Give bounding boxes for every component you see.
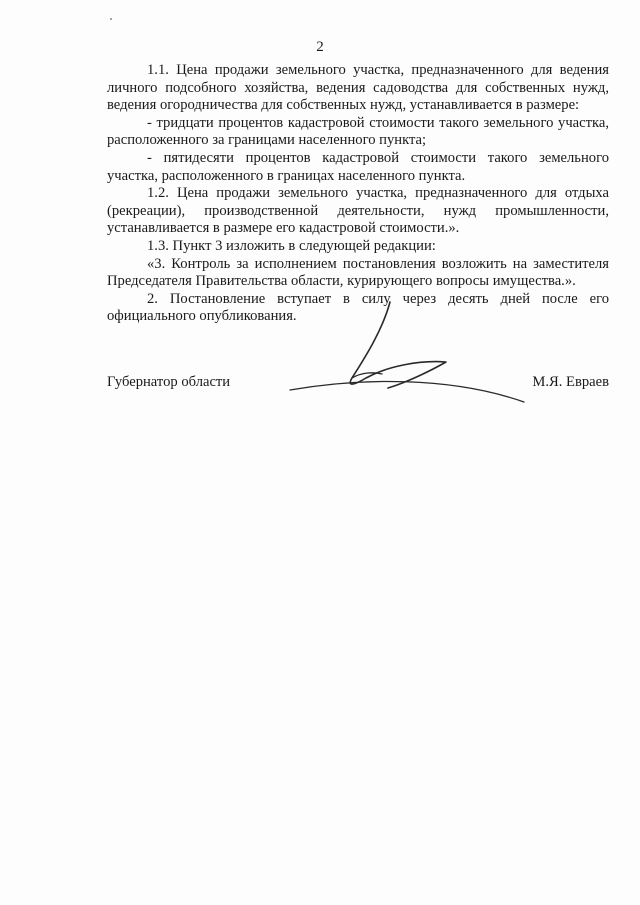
paragraph-1-3: 1.3. Пункт 3 изложить в следующей редакции: [147,237,436,254]
paragraph-list-item-2: - пятидесяти процентов кадастровой стоимости такого земельного участка, расположенного в границах населенного пункта. [107,149,609,184]
paragraph-list-item-1: - тридцати процентов кадастровой стоимости такого земельного участка, расположенного за границами населенного пункта; [107,114,609,149]
signature-row [107,374,609,394]
paragraph-point-3: «3. Контроль за исполнением постановления возложить на заместителя Председателя Правительства области, курирующего вопросы имущества.». [107,255,609,290]
paragraph-1-1: 1.1. Цена продажи земельного участка, предназначенного для ведения личного подсобного хозяйства, ведения садоводства для собственных нужд, ведения огородничества для собственных нужд, устанавливается в размере: [107,62,609,114]
signatory-title: Губернатор области [107,374,231,390]
scan-speck [110,18,112,20]
document-body [107,62,609,326]
paragraph-1-2: 1.2. Цена продажи земельного участка, предназначенного для отдыха (рекреации), производственной деятельности, нужд промышленности, устанавливается в размере его кадастровой стоимости.». [107,185,609,237]
signatory-name: М.Я. Евраев [532,374,609,390]
handwritten-signature [270,292,530,412]
page-number: 2 [316,39,324,55]
paragraph-2: 2. Постановление вступает в силу через десять дней после его официального опубликования. [107,290,609,325]
